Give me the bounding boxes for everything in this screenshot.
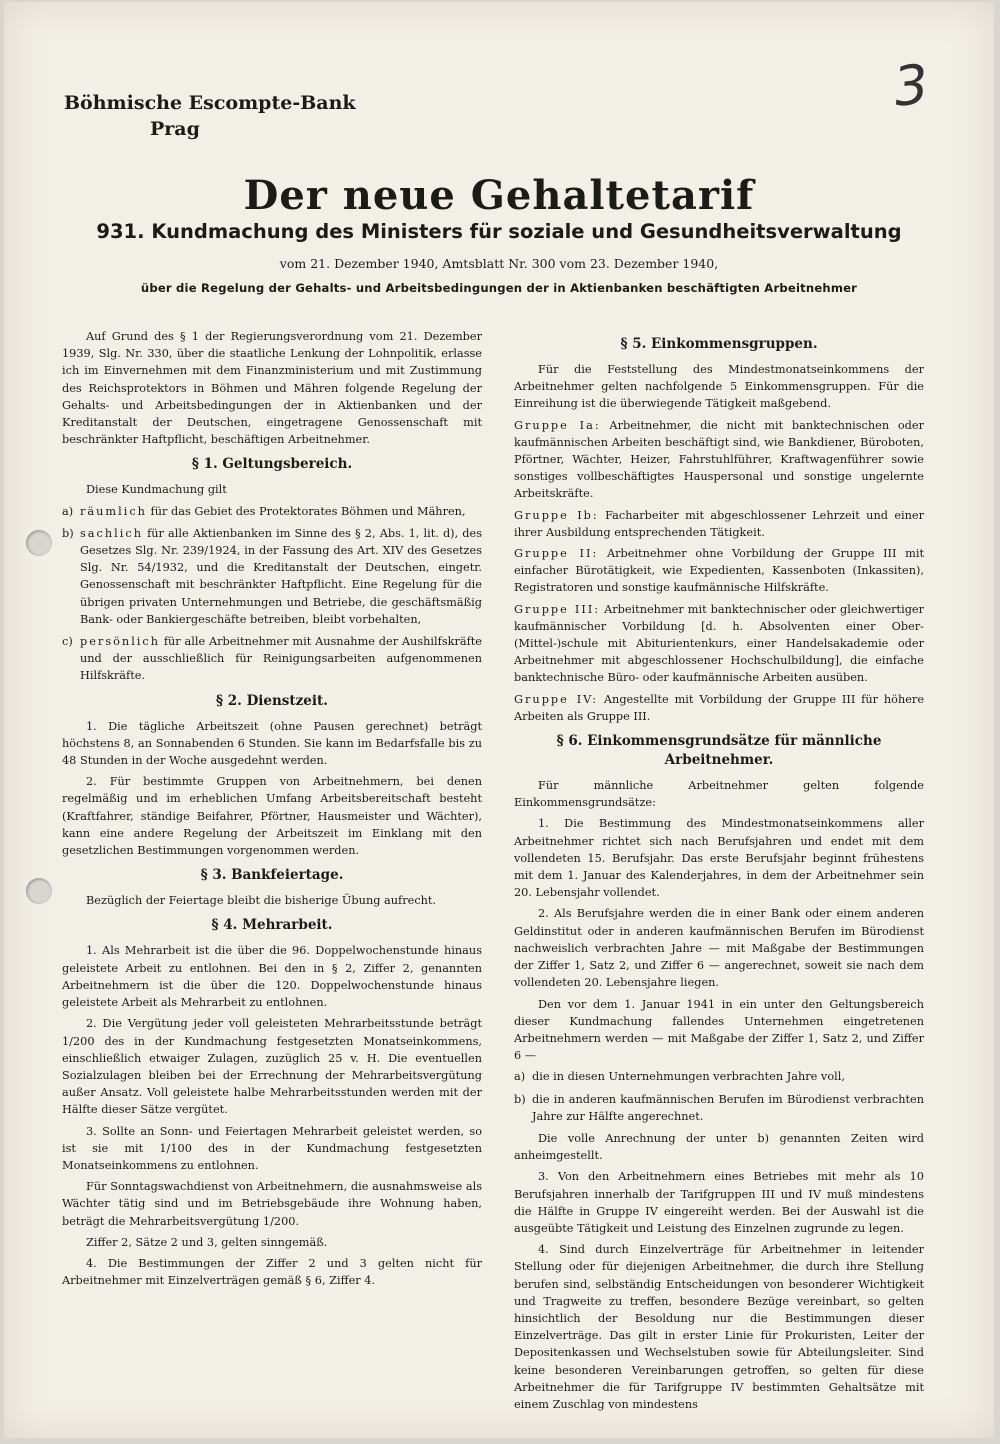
paragraph: Für männliche Arbeitnehmer gelten folgende Einkommensgrundsätze: — [514, 779, 924, 810]
document-subtitle: 931. Kundmachung des Ministers für soziale und Gesundheitsverwaltung — [96, 220, 902, 243]
item-label: c) — [62, 635, 73, 649]
paragraph: Bezüglich der Feiertage bleibt die bisherige Übung aufrecht. — [86, 894, 437, 908]
spaced-keyword: persönlich — [80, 635, 161, 649]
section-heading: § 5. Einkommensgruppen. — [620, 336, 818, 352]
paragraph: Für die Feststellung des Mindestmonatseinkommens der Arbeitnehmer gelten nachfolgende 5 Einkommensgruppen. Für die Einreihung ist die überwiegende Tätigkeit maßgebend. — [514, 363, 924, 411]
item-label: a) — [514, 1070, 526, 1084]
paragraph: Diese Kundmachung gilt — [86, 483, 227, 497]
paragraph: 2. Als Berufsjahre werden die in einer Bank oder einem anderen Geldinstitut oder in anderen kaufmännischen Berufen im Bürodienst nachweislich verbrachten Jahre — mit Maßgabe der Bestimmungen der Ziffer 1, Satz 2, und Ziffer 6 — angerechnet, soweit sie nach dem vollendeten 20. Lebensjahre liegen. — [514, 907, 924, 990]
right-column — [514, 328, 924, 1417]
bank-name: Böhmische Escompte-Bank — [64, 92, 356, 114]
list-item — [514, 1091, 924, 1125]
item-text: für alle Aktienbanken im Sinne des § 2, Abs. 1, lit. d), des Gesetzes Slg. Nr. 239/1924, in der Fassung des Art. XIV des Gesetzes Slg. Nr. 54/1932, und die Kreditanstalt der Deutschen, eingetr. Genossenschaft mit beschränkter Haftpflicht. Eine Regelung für die übrigen privaten Unternehmungen und Betriebe, die geschäftsmäßig Bank- oder Bankiergeschäfte betreiben, bleibt vorbehalten, — [80, 526, 482, 626]
spaced-keyword: sachlich — [80, 526, 143, 540]
document-page — [4, 2, 994, 1438]
spaced-keyword: räumlich — [80, 504, 147, 518]
group-text: Arbeitnehmer, die nicht mit banktechnischen oder kaufmännischen Arbeiten beschäftigt sind, wie Bankdiener, Büroboten, Pförtner, Wächter, Heizer, Fahrstuhlführer, Kraftwagenführer sowie sonstiges vollbeschäftigtes Hauspersonal und sonstige ungelernte Arbeitskräfte. — [514, 418, 924, 501]
paragraph: 1. Als Mehrarbeit ist die über die 96. Doppelwochenstunde hinaus geleistete Arbeit zu entlohnen. Bei den in § 2, Ziffer 2, genannten Arbeitnehmern ist die über die 120. Doppelwochenstunde hinaus geleistete Arbeit als Mehrarbeit zu entlohnen. — [62, 944, 482, 1010]
bank-city: Prag — [150, 118, 200, 140]
date-line: vom 21. Dezember 1940, Amtsblatt Nr. 300 vom 23. Dezember 1940, — [279, 256, 719, 271]
paragraph: 3. Sollte an Sonn- und Feiertagen Mehrarbeit geleistet werden, so ist sie mit 1/100 des in der Kundmachung festgesetzten Monatseinkommens zu entlohnen. — [62, 1124, 482, 1172]
list-item — [62, 503, 482, 520]
section-heading: § 3. Bankfeiertage. — [200, 867, 344, 884]
handwritten-page-number: 3 — [890, 52, 932, 119]
item-text: für das Gebiet des Protektorates Böhmen und Mähren, — [150, 504, 466, 518]
item-text: für alle Arbeitnehmer mit Ausnahme der Aushilfskräfte und der ausschließlich für Reinigungsarbeiten aufgenommenen Hilfskräfte. — [80, 635, 482, 683]
subject-line: über die Regelung der Gehalts- und Arbeitsbedingungen der in Aktienbanken beschäftigten Arbeitnehmer — [140, 281, 858, 295]
section-heading: § 1. Geltungsbereich. — [191, 456, 353, 473]
item-label: a) — [62, 504, 74, 518]
group-text: Arbeitnehmer ohne Vorbildung der Gruppe III mit einfacher Bürotätigkeit, wie Expedienten, Kassenboten (Inkassiten), Registratoren und sonstige kaufmännische Hilfskräfte. — [514, 547, 925, 595]
group-text: Facharbeiter mit abgeschlossener Lehrzeit und einer ihrer Ausbildung entsprechenden Tätigkeit. — [514, 508, 924, 539]
group-label: Gruppe Ia: — [514, 418, 601, 432]
document-title: Der neue Gehaltetarif — [243, 172, 755, 219]
item-label: b) — [62, 526, 74, 540]
paragraph: 1. Die tägliche Arbeitszeit (ohne Pausen gerechnet) beträgt höchstens 8, an Sonnabenden 6 Stunden. Sie kann im Bedarfsfalle bis zu 48 Stunden in der Woche ausgedehnt werden. — [62, 719, 482, 768]
section-heading: § 4. Mehrarbeit. — [211, 917, 333, 934]
paragraph: 4. Die Bestimmungen der Ziffer 2 und 3 gelten nicht für Arbeitnehmer mit Einzelverträgen gemäß § 6, Ziffer 4. — [62, 1256, 482, 1288]
paragraph: 2. Die Vergütung jeder voll geleisteten Mehrarbeitsstunde beträgt 1/200 des in der Kundmachung festgesetzten Monatseinkommens, einschließlich etwaiger Zulagen, zuzüglich 25 v. H. Die eventuellen Sozialzulagen bleiben bei der Errechnung der Mehrarbeitsvergütung außer Ansatz. Voll geleistete halbe Mehrarbeitsstunden werden mit der Hälfte dieser Sätze vergütet. — [62, 1017, 482, 1117]
paragraph: 2. Für bestimmte Gruppen von Arbeitnehmern, bei denen regelmäßig und im erheblichen Umfang Arbeitsbereitschaft besteht (Kraftfahrer, ständige Beifahrer, Pförtner, Hausmeister und Wächter), kann eine andere Regelung der Arbeitszeit im Einklang mit den gesetzlichen Bestimmungen vorgenommen werden. — [62, 775, 482, 858]
group-paragraph — [514, 691, 924, 725]
group-paragraph — [514, 601, 924, 687]
paragraph: 1. Die Bestimmung des Mindestmonatseinkommens aller Arbeitnehmer richtet sich nach Berufsjahren und endet mit dem vollendeten 15. Berufsjahr. Das erste Berufsjahr beginnt frühestens mit dem 1. Januar des Kalenderjahres, in dem der Arbeitnehmer sein 20. Lebensjahr vollendet. — [514, 817, 924, 900]
punch-hole — [26, 530, 52, 556]
bank-header — [64, 90, 356, 142]
section-heading: § 6. Einkommensgrundsätze für männliche Arbeitnehmer. — [556, 733, 882, 769]
group-text: Angestellte mit Vorbildung der Gruppe III für höhere Arbeiten als Gruppe III. — [514, 692, 925, 723]
group-paragraph — [514, 545, 924, 597]
group-paragraph — [514, 507, 924, 541]
group-label: Gruppe Ib: — [514, 508, 599, 522]
paragraph: Für Sonntagswachdienst von Arbeitnehmern, die ausnahmsweise als Wächter tätig sind und im Betriebsgebäude ihre Wohnung haben, beträgt die Mehrarbeitsvergütung 1/200. — [62, 1180, 482, 1228]
group-label: Gruppe III: — [514, 602, 601, 616]
item-text: die in anderen kaufmännischen Berufen im Bürodienst verbrachten Jahre zur Hälfte angerechnet. — [532, 1092, 924, 1123]
intro-paragraph: Auf Grund des § 1 der Regierungsverordnung vom 21. Dezember 1939, Slg. Nr. 330, über die staatliche Lenkung der Lohnpolitik, erlasse ich im Einvernehmen mit dem Finanzministerium und mit Zustimmung des Reichsprotektors in Böhmen und Mähren folgende Regelung der Gehalts- und Arbeitsbedingungen der in Aktienbanken und der Kreditanstalt der Deutschen, eingetragene Genossenschaft mit beschränkter Haftpflicht, beschäftigen Arbeitnehmer. — [62, 330, 482, 447]
item-label: b) — [514, 1092, 526, 1106]
punch-hole — [26, 878, 52, 904]
section-heading: § 2. Dienstzeit. — [216, 692, 328, 709]
list-item — [62, 525, 482, 628]
paragraph: Ziffer 2, Sätze 2 und 3, gelten sinngemäß. — [86, 1235, 328, 1249]
group-label: Gruppe IV: — [514, 692, 599, 706]
group-text: Arbeitnehmer mit banktechnischer oder gleichwertiger kaufmännischer Vorbildung [d. h. Absolventen einer Ober-(Mittel-)schule mit Abiturientenkurs, einer Handelsakademie oder Arbeitnehmer mit abgeschlossener Hochschulbildung], die einfache banktechnische Büro- oder kaufmännische Arbeiten ausüben. — [514, 602, 925, 685]
paragraph: 3. Von den Arbeitnehmern eines Betriebes mit mehr als 10 Berufsjahren innerhalb der Tarifgruppen III und IV muß mindestens die Hälfte in Gruppe IV eingereiht werden. Bei der Auswahl ist die ausgeübte Tätigkeit und Leistung des Einzelnen zugrunde zu legen. — [514, 1170, 924, 1235]
left-column — [62, 328, 482, 1293]
group-label: Gruppe II: — [514, 547, 599, 561]
group-paragraph — [514, 417, 924, 503]
list-item — [62, 633, 482, 685]
paragraph: 4. Sind durch Einzelverträge für Arbeitnehmer in leitender Stellung oder für diejenigen Arbeitnehmer, die durch ihre Stellung berufen sind, selbständig Entscheidungen von besonderer Wichtigkeit und Tragweite zu treffen, besondere Bezüge vereinbart, so gelten hinsichtlich der Besoldung nur die Bestimmungen dieser Einzelverträge. Das gilt in erster Linie für Prokuristen, Leiter der Depositenkassen und Wechselstuben sowie für Abteilungsleiter. Sind keine besonderen Vereinbarungen getroffen, so gelten für diese Arbeitnehmer die für Tarifgruppe IV bestimmten Gehaltsätze mit einem Zuschlag von mindestens — [514, 1243, 924, 1411]
list-item — [514, 1068, 924, 1085]
item-text: die in diesen Unternehmungen verbrachten Jahre voll, — [532, 1070, 845, 1084]
paragraph: Den vor dem 1. Januar 1941 in ein unter den Geltungsbereich dieser Kundmachung fallendes Unternehmen eingetretenen Arbeitnehmern werden — mit Maßgabe der Ziffer 1, Satz 2, und Ziffer 6 — — [514, 997, 924, 1063]
paragraph: Die volle Anrechnung der unter b) genannten Zeiten wird anheimgestellt. — [514, 1131, 924, 1163]
